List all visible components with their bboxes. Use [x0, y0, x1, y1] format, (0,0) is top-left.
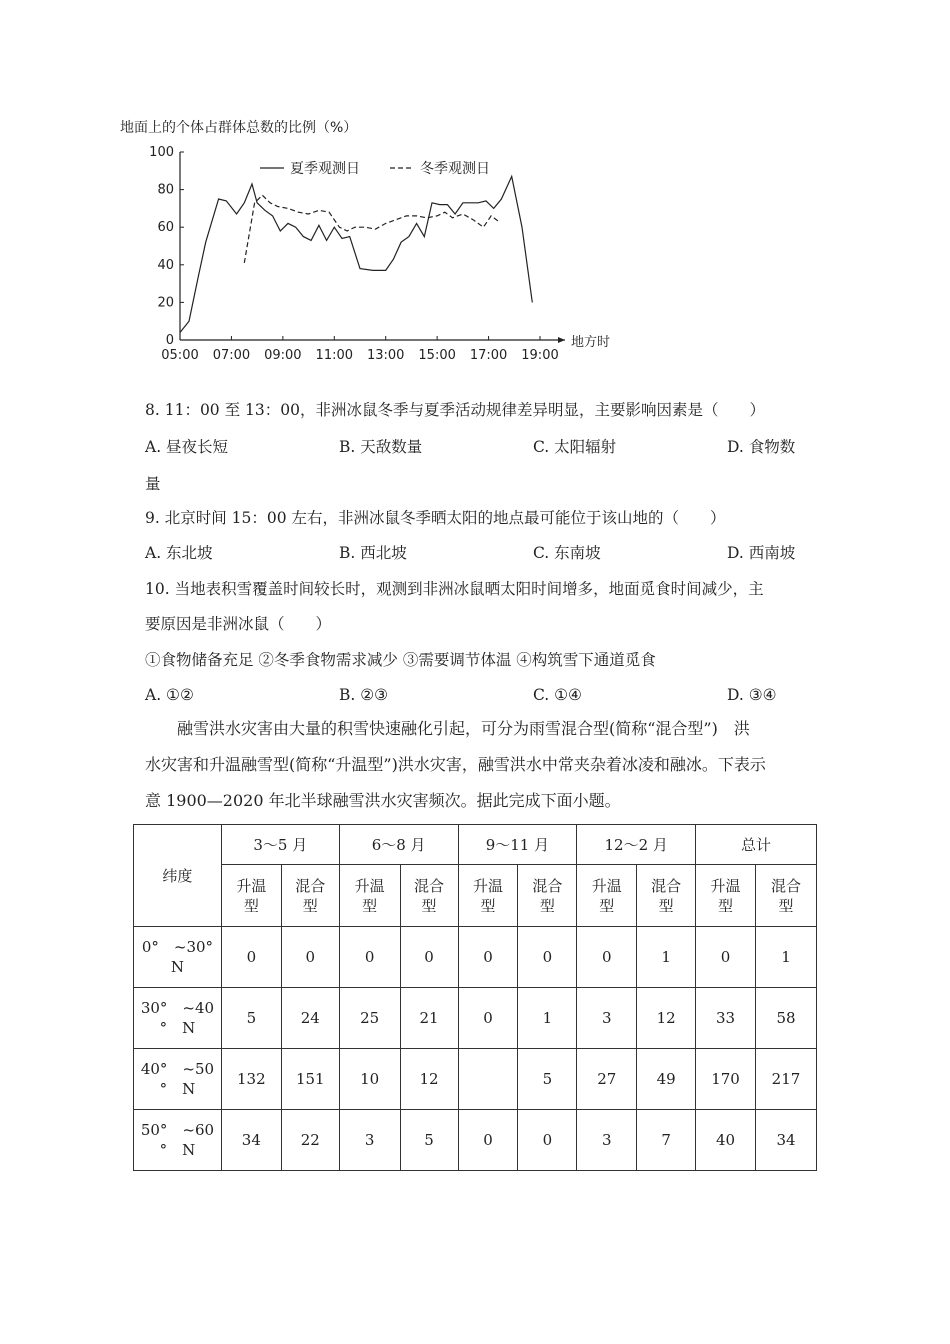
lat-line: ° N — [159, 1080, 196, 1098]
q8-option-c: C. 太阳辐射 — [533, 438, 617, 456]
x-tick-label: 17:00 — [469, 348, 508, 363]
season-header: 3～5 月 — [221, 825, 339, 865]
value-cell: 0 — [281, 927, 339, 988]
type-label-line: 混合 — [414, 876, 445, 895]
x-tick-label: 13:00 — [366, 348, 405, 363]
type-label-line: 型 — [599, 896, 615, 915]
x-tick-label: 15:00 — [418, 348, 456, 363]
type-label-line: 型 — [539, 896, 555, 915]
value-cell: 25 — [339, 988, 400, 1049]
chart-lines — [180, 176, 532, 332]
lat-cell — [134, 927, 222, 988]
type-mixed-header — [400, 865, 458, 927]
q10-option-c: C. ①④ — [533, 686, 582, 704]
y-tick-label: 60 — [157, 220, 174, 236]
q8-stem: 8. 11：00 至 13：00，非洲冰鼠冬季与夏季活动规律差异明显，主要影响因素是（ ） — [145, 401, 765, 419]
q8-option-a: A. 昼夜长短 — [145, 438, 229, 456]
season-header: 总计 — [696, 825, 817, 865]
type-label-line: 升温 — [472, 876, 503, 895]
lat-line: 30° ~40 — [140, 999, 215, 1017]
season-header: 6～8 月 — [339, 825, 458, 865]
activity-line-chart — [110, 112, 670, 372]
value-cell: 58 — [756, 988, 817, 1049]
value-cell: 12 — [400, 1049, 458, 1110]
type-warming-header — [458, 865, 518, 927]
q10-option-a: A. ①② — [145, 686, 194, 704]
lat-line: ° N — [159, 1141, 196, 1159]
q8-option-b: B. 天敌数量 — [339, 438, 423, 456]
passage-line-2: 水灾害和升温融雪型(简称“升温型”)洪水灾害，融雪洪水中常夹杂着冰凌和融冰。下表示 — [145, 755, 766, 774]
table-row — [134, 927, 817, 988]
x-axis-arrow — [558, 337, 565, 343]
lat-line: 50° ~60 — [140, 1121, 215, 1139]
type-label-line: 型 — [362, 896, 378, 915]
q10-option-b: B. ②③ — [339, 686, 389, 704]
value-cell: 151 — [281, 1049, 339, 1110]
value-cell: 1 — [518, 988, 577, 1049]
lat-header: 纬度 — [134, 825, 222, 927]
lat-cell — [134, 1110, 222, 1171]
value-cell: 34 — [756, 1110, 817, 1171]
table-header-row-2 — [134, 865, 817, 927]
type-mixed-header — [281, 865, 339, 927]
type-label-line: 型 — [658, 896, 674, 915]
value-cell: 10 — [339, 1049, 400, 1110]
value-cell: 0 — [518, 927, 577, 988]
value-cell: 0 — [458, 1110, 518, 1171]
snowmelt-flood-table — [133, 824, 817, 1171]
value-cell: 0 — [221, 927, 281, 988]
q10-stem-2: 要原因是非洲冰鼠（ ） — [145, 615, 332, 633]
q10-option-d: D. ③④ — [727, 686, 777, 704]
value-cell: 27 — [577, 1049, 637, 1110]
value-cell: 21 — [400, 988, 458, 1049]
type-label-line: 型 — [243, 896, 259, 915]
value-cell: 5 — [221, 988, 281, 1049]
type-mixed-header — [756, 865, 817, 927]
y-tick-label: 80 — [157, 182, 174, 198]
chart-legend — [260, 161, 490, 177]
q9-option-d: D. 西南坡 — [727, 544, 796, 562]
value-cell: 24 — [281, 988, 339, 1049]
table-header-row-1 — [134, 825, 817, 865]
x-tick-label: 07:00 — [212, 348, 251, 363]
type-warming-header — [221, 865, 281, 927]
x-tick-label: 11:00 — [315, 348, 354, 363]
table-row — [134, 1049, 817, 1110]
value-cell: 33 — [696, 988, 756, 1049]
passage-line-1: 融雪洪水灾害由大量的积雪快速融化引起，可分为雨雪混合型(简称“混合型”) 洪 — [177, 719, 750, 738]
legend-winter-label: 冬季观测日 — [420, 161, 490, 177]
q8-option-d-cont: 量 — [145, 475, 161, 493]
value-cell: 0 — [458, 927, 518, 988]
value-cell: 1 — [756, 927, 817, 988]
type-label-line: 混合 — [532, 876, 563, 895]
type-label-line: 混合 — [770, 876, 801, 895]
legend-summer-label: 夏季观测日 — [290, 161, 360, 177]
type-label-line: 升温 — [354, 876, 385, 895]
q8-option-d: D. 食物数 — [727, 438, 796, 456]
passage-line-3: 意 1900—2020 年北半球融雪洪水灾害频次。据此完成下面小题。 — [145, 791, 621, 810]
value-cell: 0 — [518, 1110, 577, 1171]
lat-line: 40° ~50 — [140, 1060, 215, 1078]
x-tick-label: 09:00 — [264, 348, 302, 363]
q9-stem: 9. 北京时间 15：00 左右，非洲冰鼠冬季晒太阳的地点最可能位于该山地的（ ） — [145, 509, 726, 527]
value-cell: 3 — [577, 988, 637, 1049]
q9-option-a: A. 东北坡 — [145, 544, 213, 562]
value-cell: 3 — [339, 1110, 400, 1171]
type-label-line: 升温 — [591, 876, 622, 895]
lat-line: N — [170, 958, 184, 976]
y-tick-label: 20 — [157, 295, 174, 311]
value-cell: 0 — [458, 988, 518, 1049]
x-tick-label: 05:00 — [161, 348, 199, 363]
q9-option-c: C. 东南坡 — [533, 544, 601, 562]
value-cell: 12 — [637, 988, 696, 1049]
season-header: 12～2 月 — [577, 825, 696, 865]
type-mixed-header — [518, 865, 577, 927]
type-label-line: 型 — [718, 896, 734, 915]
value-cell: 40 — [696, 1110, 756, 1171]
value-cell: 217 — [756, 1049, 817, 1110]
chart-title: 地面上的个体占群体总数的比例（%） — [120, 120, 358, 136]
lat-cell — [134, 988, 222, 1049]
value-cell: 7 — [637, 1110, 696, 1171]
value-cell: 132 — [221, 1049, 281, 1110]
q10-options-line: ①食物储备充足 ②冬季食物需求减少 ③需要调节体温 ④构筑雪下通道觅食 — [145, 651, 656, 669]
y-tick-label: 100 — [149, 145, 174, 160]
type-label-line: 混合 — [295, 876, 326, 895]
type-label-line: 升温 — [710, 876, 741, 895]
type-warming-header — [696, 865, 756, 927]
type-warming-header — [339, 865, 400, 927]
lat-line: 0° ~30° — [141, 938, 214, 956]
value-cell: 0 — [400, 927, 458, 988]
value-cell: 3 — [577, 1110, 637, 1171]
type-mixed-header — [637, 865, 696, 927]
value-cell: 0 — [696, 927, 756, 988]
value-cell: 1 — [637, 927, 696, 988]
type-label-line: 混合 — [651, 876, 682, 895]
type-warming-header — [577, 865, 637, 927]
season-header: 9～11 月 — [458, 825, 577, 865]
summer-series-line — [180, 176, 532, 332]
table-row — [134, 1110, 817, 1171]
value-cell: 22 — [281, 1110, 339, 1171]
value-cell: 5 — [400, 1110, 458, 1171]
y-tick-label: 40 — [157, 257, 174, 273]
chart-axes — [149, 145, 565, 363]
value-cell: 5 — [518, 1049, 577, 1110]
lat-line: ° N — [159, 1019, 196, 1037]
q10-stem-1: 10. 当地表积雪覆盖时间较长时，观测到非洲冰鼠晒太阳时间增多，地面觅食时间减少，主 — [145, 580, 764, 598]
type-label-line: 型 — [302, 896, 318, 915]
type-label-line: 型 — [421, 896, 437, 915]
value-cell: 170 — [696, 1049, 756, 1110]
type-label-line: 升温 — [236, 876, 267, 895]
lat-cell — [134, 1049, 222, 1110]
value-cell — [458, 1049, 518, 1110]
value-cell: 0 — [339, 927, 400, 988]
type-label-line: 型 — [778, 896, 794, 915]
value-cell: 0 — [577, 927, 637, 988]
y-tick-label: 0 — [165, 333, 174, 348]
x-tick-label: 19:00 — [521, 348, 559, 363]
q9-option-b: B. 西北坡 — [339, 544, 407, 562]
x-axis-label: 地方时 — [571, 335, 611, 350]
value-cell: 34 — [221, 1110, 281, 1171]
value-cell: 49 — [637, 1049, 696, 1110]
table-row — [134, 988, 817, 1049]
type-label-line: 型 — [480, 896, 496, 915]
